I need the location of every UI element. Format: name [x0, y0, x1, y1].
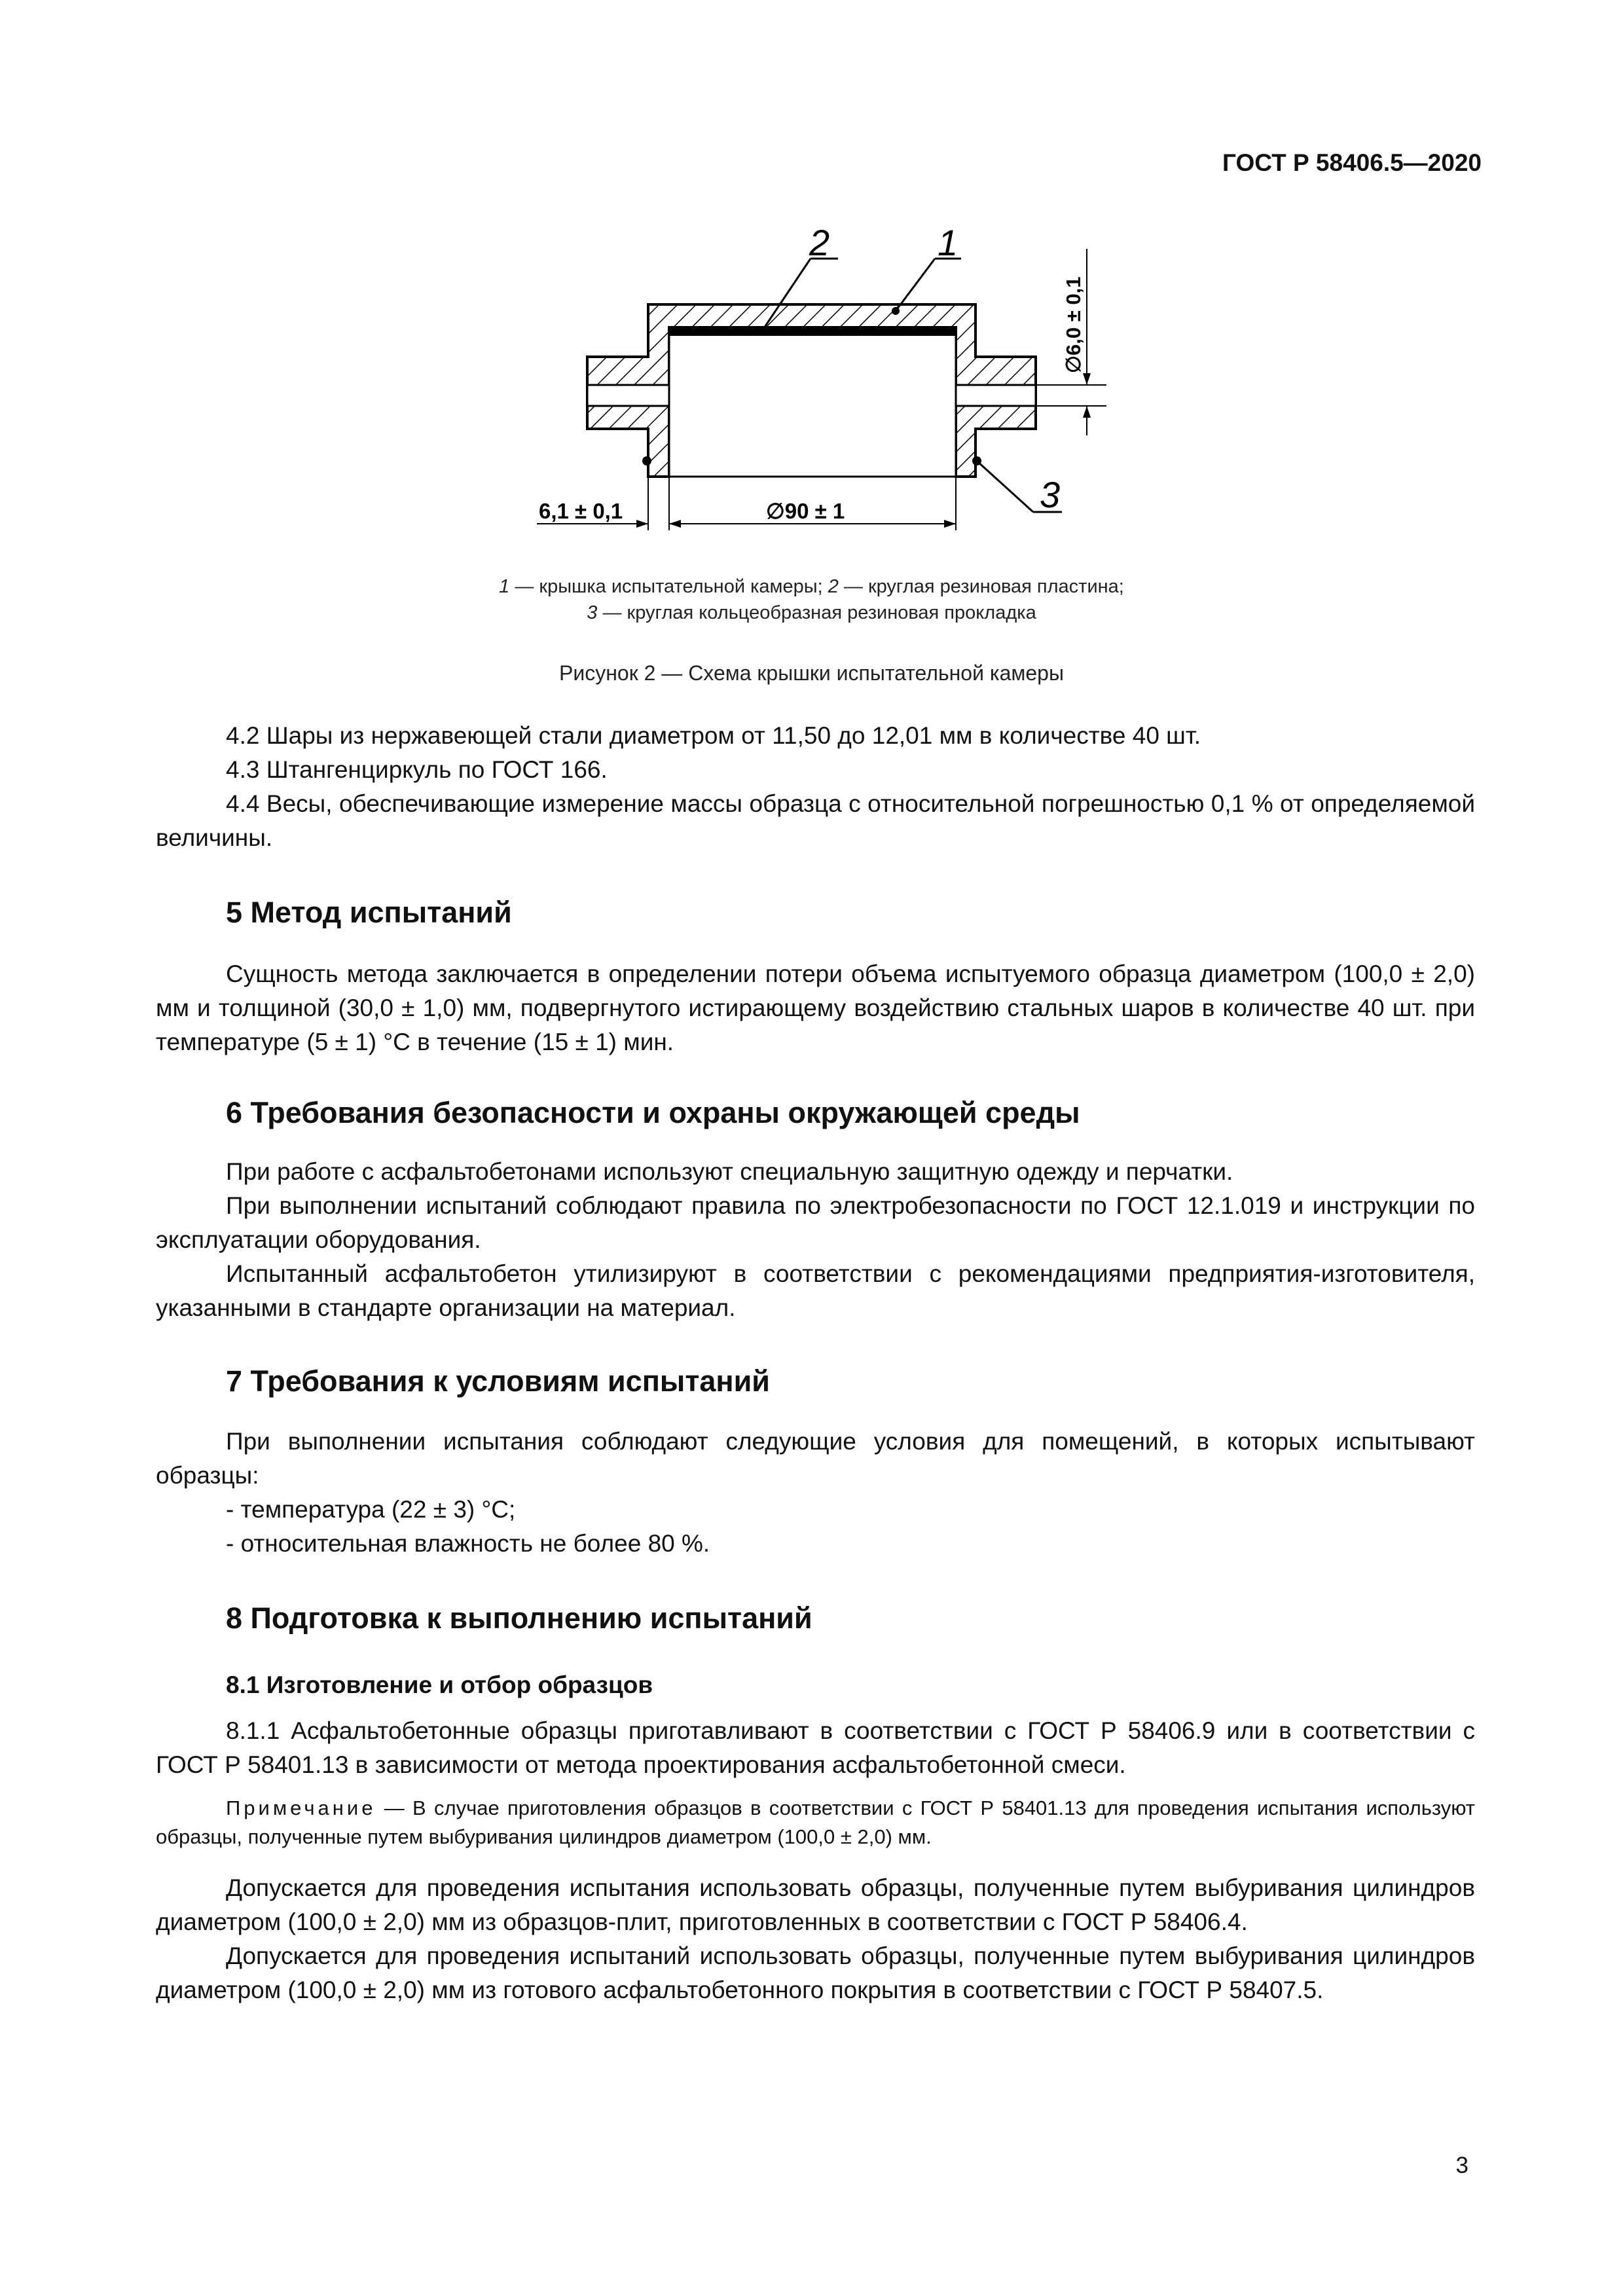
list-item-humidity: - относительная влажность не более 80 %.: [226, 1530, 710, 1557]
note: [156, 1794, 1475, 1851]
inner-cavity: [669, 327, 956, 477]
paragraph-7: При выполнении испытания соблюдают следующие условия для помещений, в которых испытывают образцы:: [156, 1428, 1475, 1489]
o-ring-left: [642, 456, 651, 465]
callout-2: 2: [809, 222, 830, 263]
paragraph-4-2: 4.2 Шары из нержавеющей стали диаметром от 11,50 до 12,01 мм в количестве 40 шт.: [226, 722, 1201, 749]
heading-section-7: 7 Требования к условиям испытаний: [226, 1364, 770, 1398]
paragraph-8-permit-1: Допускается для проведения испытания использовать образцы, полученные путем выбуривания цилиндров диаметром (100,0 ± 2,0) мм из образцов-плит, приготовленных в соответствии с ГОСТ Р 58406.4.: [156, 1874, 1475, 1935]
figure-legend-line-2: 3 — круглая кольцеобразная резиновая прокладка: [587, 602, 1036, 623]
section-4-list: [156, 719, 1475, 855]
callout-1: 1: [938, 222, 958, 263]
left-tube-channel: [587, 385, 671, 406]
paragraph-4-3: 4.3 Штангенциркуль по ГОСТ 166.: [226, 756, 608, 783]
paragraph-6-1: При работе с асфальтобетонами используют специальную защитную одежду и перчатки.: [226, 1158, 1233, 1185]
paragraph-8-1-1: 8.1.1 Асфальтобетонные образцы приготавливают в соответствии с ГОСТ Р 58406.9 или в соответствии с ГОСТ Р 58401.13 в зависимости от метода проектирования асфальтобетонной смеси.: [156, 1717, 1475, 1778]
paragraph-5: Сущность метода заключается в определении потери объема испытуемого образца диаметром (100,0 ± 2,0) мм и толщиной (30,0 ± 1,0) мм, подвергнутого истирающему воздействию стальных шаров в количестве 40 шт. при температуре (5 ± 1) °С в течение (15 ± 1) мин.: [156, 960, 1475, 1055]
dimension-tube-diameter: ∅6,0 ± 0,1: [1062, 276, 1085, 373]
figure-chamber-lid-diagram: [511, 216, 1113, 530]
callout-3: 3: [1040, 474, 1061, 515]
rubber-plate: [669, 327, 956, 336]
note-text: — В случае приготовления образцов в соответствии с ГОСТ Р 58401.13 для проведения испытания используют образцы, полученные путем выбуривания цилиндров диаметром (100,0 ± 2,0) мм.: [156, 1796, 1475, 1848]
heading-subsection-8-1: 8.1 Изготовление и отбор образцов: [226, 1671, 653, 1698]
note-label: Примечание: [226, 1796, 376, 1819]
paragraph-8-permit-2: Допускается для проведения испытаний использовать образцы, полученные путем выбуривания цилиндров диаметром (100,0 ± 2,0) мм из готового асфальтобетонного покрытия в соответствии с ГОСТ Р 58407.5.: [156, 1942, 1475, 2003]
list-item-temperature: - температура (22 ± 3) °С;: [226, 1496, 516, 1523]
paragraph-6-2: При выполнении испытаний соблюдают правила по электробезопасности по ГОСТ 12.1.019 и инструкции по эксплуатации оборудования.: [156, 1192, 1475, 1253]
right-tube-channel: [954, 385, 1036, 406]
page-number: 3: [1455, 2153, 1468, 2178]
document-id: ГОСТ Р 58406.5—2020: [1222, 149, 1482, 176]
heading-section-6: 6 Требования безопасности и охраны окружающей среды: [226, 1096, 1080, 1129]
heading-section-5: 5 Метод испытаний: [226, 896, 512, 929]
dimension-diameter-90: ∅90 ± 1: [766, 499, 845, 523]
dimension-wall-thickness: 6,1 ± 0,1: [539, 499, 623, 523]
paragraph-6-3: Испытанный асфальтобетон утилизируют в соответствии с рекомендациями предприятия-изготовителя, указанными в стандарте организации на материал.: [156, 1260, 1475, 1321]
heading-section-8: 8 Подготовка к выполнению испытаний: [226, 1601, 812, 1635]
figure-legend-line-1: 1 — крышка испытательной камеры; 2 — круглая резиновая пластина;: [499, 576, 1124, 597]
paragraph-4-4: 4.4 Весы, обеспечивающие измерение массы образца с относительной погрешностью 0,1 % от определяемой величины.: [156, 790, 1475, 851]
figure-caption: Рисунок 2 — Схема крышки испытательной камеры: [559, 661, 1064, 685]
